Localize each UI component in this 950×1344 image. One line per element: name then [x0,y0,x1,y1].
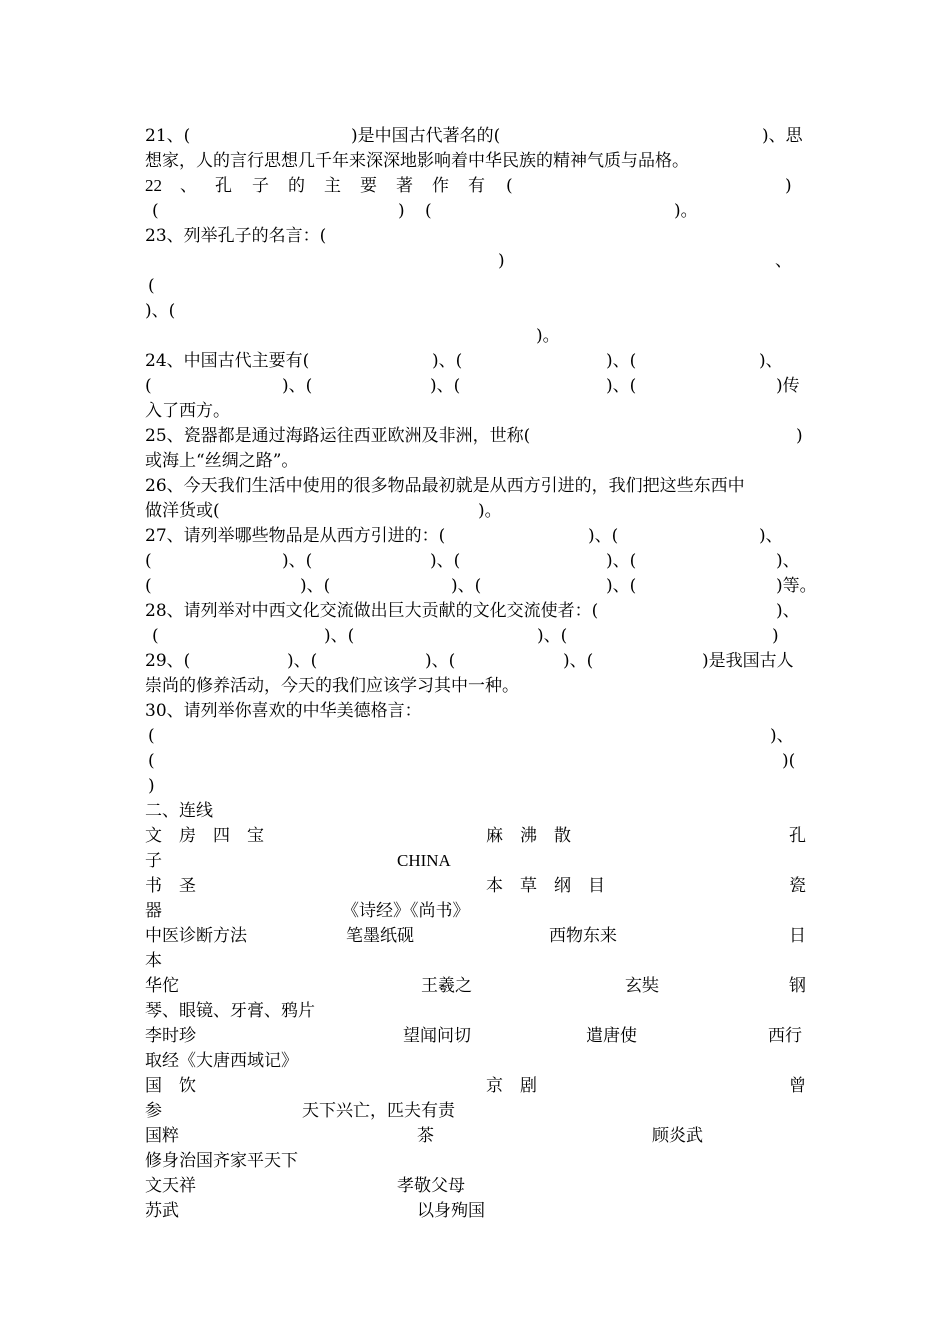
q22-char: 著 [396,176,413,196]
q29-line1-b: )、( [287,651,318,671]
match-item: 笔墨纸砚 [346,926,414,946]
q27-line3-e: )等。 [776,576,817,596]
q23-line2-b: 、 [775,251,792,271]
q23-line1: 23、列举孔子的名言：( [145,226,327,246]
q27-line1-b: )、( [588,526,619,546]
q29-line1-a: 29、( [145,651,191,671]
q22-char: ) [785,176,792,196]
q30-line4: ) [148,776,155,796]
match-item: 钢 [789,976,806,996]
q28-line1-a: 28、请列举对中西文化交流做出巨大贡献的文化交流使者：( [145,601,599,621]
q27-line3-b: )、( [300,576,331,596]
q27-line2-a: ( [145,551,152,571]
q24-line1-d: )、 [759,351,783,371]
match-item: 王羲之 [421,976,472,996]
match-item: 国粹 [145,1126,179,1146]
match-item: 本 [145,951,162,971]
q22-char: 孔 [215,176,232,196]
match-item: 中医诊断方法 [145,926,247,946]
match-item: 顾炎武 [652,1126,703,1146]
match-item: 京 剧 [486,1076,537,1096]
q22-number: 22 [145,176,162,195]
q21-line1-start: 21、( [145,126,191,146]
match-item: 曾 [789,1076,806,1096]
q26-line2-a: 做洋货或( [145,501,220,521]
q22-char: 、 [180,176,197,196]
match-item: 《诗经》《尚书》 [342,901,470,921]
q22-char: 要 [360,176,377,196]
match-item: 日 [789,926,806,946]
q22-char: 子 [252,176,269,196]
q27-line2-c: )、( [430,551,461,571]
q29-line1-d: )、( [563,651,594,671]
match-item: 国 饮 [145,1076,196,1096]
q24-line1-b: )、( [432,351,463,371]
match-item: 华佗 [145,976,179,996]
q24-line2-d: )、( [606,376,637,396]
match-item: 苏武 [145,1201,179,1221]
q22-line2-b: ) [398,201,405,221]
q26-line2-b: )。 [478,501,502,521]
q28-line2-b: )、( [324,626,355,646]
q25-line1-a: 25、瓷器都是通过海路运往西亚欧洲及非洲，世称( [145,426,531,446]
section-heading: 二、连线 [145,801,213,821]
q25-line2: 或海上“丝绸之路”。 [145,451,299,471]
match-item: 李时珍 [145,1026,196,1046]
q22-char: 作 [432,176,449,196]
q27-line1-c: )、 [759,526,783,546]
q27-line3-a: ( [145,576,152,596]
q24-line2-e: )传 [776,376,800,396]
q27-line1-a: 27、请列举哪些物品是从西方引进的：( [145,526,446,546]
match-item: 西行 [768,1026,802,1046]
q27-line2-d: )、( [606,551,637,571]
match-item: 天下兴亡，匹夫有责 [302,1101,455,1121]
match-item: 修身治国齐家平天下 [145,1151,298,1171]
q30-line3-a: ( [148,751,155,771]
q30-line2-a: ( [148,726,155,746]
q24-line1-a: 24、中国古代主要有( [145,351,310,371]
q22-char: 的 [288,176,305,196]
match-item: 子 [145,851,162,871]
q21-line1-mid: )是中国古代著名的( [351,126,501,146]
q24-line2-c: )、( [430,376,461,396]
q21-line2: 想家，人的言行思想几千年来深深地影响着中华民族的精神气质与品格。 [145,151,689,171]
q25-line1-b: ) [796,426,803,446]
q23-line2-a: ) [498,251,505,271]
q24-line3: 入了西方。 [145,401,230,421]
match-item: 本 草 纲 目 [486,876,605,896]
q22-char: ( [506,176,513,196]
q27-line2-b: )、( [282,551,313,571]
q28-line2-c: )、( [537,626,568,646]
q28-line2-a: ( [152,626,159,646]
q22-char: 主 [324,176,341,196]
match-item: 遣唐使 [586,1026,637,1046]
match-item: 瓷 [789,876,806,896]
match-item: 取经《大唐西域记》 [145,1051,298,1071]
match-item: 孔 [789,826,806,846]
match-item: 孝敬父母 [397,1176,465,1196]
q22-line2-d: )。 [674,201,698,221]
q23-line3: ( [148,276,155,296]
match-item: 茶 [417,1126,434,1146]
match-item: 望闻问切 [403,1026,471,1046]
match-item: 琴、眼镜、牙膏、鸦片 [145,1001,315,1021]
q24-line2-b: )、( [282,376,313,396]
q21-line1-end: )、思 [762,126,803,146]
match-item: 文 房 四 宝 [145,826,264,846]
match-item: 西物东来 [549,926,617,946]
match-item: 麻 沸 散 [486,826,571,846]
q24-line2-a: ( [145,376,152,396]
q30-line2-b: )、 [770,726,794,746]
match-item: 书 圣 [145,876,196,896]
q27-line2-e: )、 [776,551,800,571]
q23-line5: )。 [536,326,560,346]
match-item: 玄奘 [625,976,659,996]
match-item: CHINA [397,851,451,870]
match-item: 文天祥 [145,1176,196,1196]
q22-char: 有 [468,176,485,196]
q28-line1-b: )、 [776,601,800,621]
q24-line1-c: )、( [606,351,637,371]
q27-line3-c: )、( [451,576,482,596]
q30-line3-b: )( [782,751,796,771]
q22-line2-c: ( [425,201,432,221]
q29-line2: 崇尚的修养活动，今天的我们应该学习其中一种。 [145,676,519,696]
match-item: 参 [145,1101,162,1121]
q26-line1: 26、今天我们生活中使用的很多物品最初就是从西方引进的，我们把这些东西中 [145,476,745,496]
q29-line1-e: )是我国古人 [702,651,794,671]
q23-line4: )、( [145,301,176,321]
q22-line2-a: ( [152,201,159,221]
q29-line1-c: )、( [425,651,456,671]
match-item: 器 [145,901,162,921]
q30-line1: 30、请列举你喜欢的中华美德格言： [145,701,422,721]
q28-line2-d: ) [772,626,779,646]
q27-line3-d: )、( [606,576,637,596]
match-item: 以身殉国 [417,1201,485,1221]
